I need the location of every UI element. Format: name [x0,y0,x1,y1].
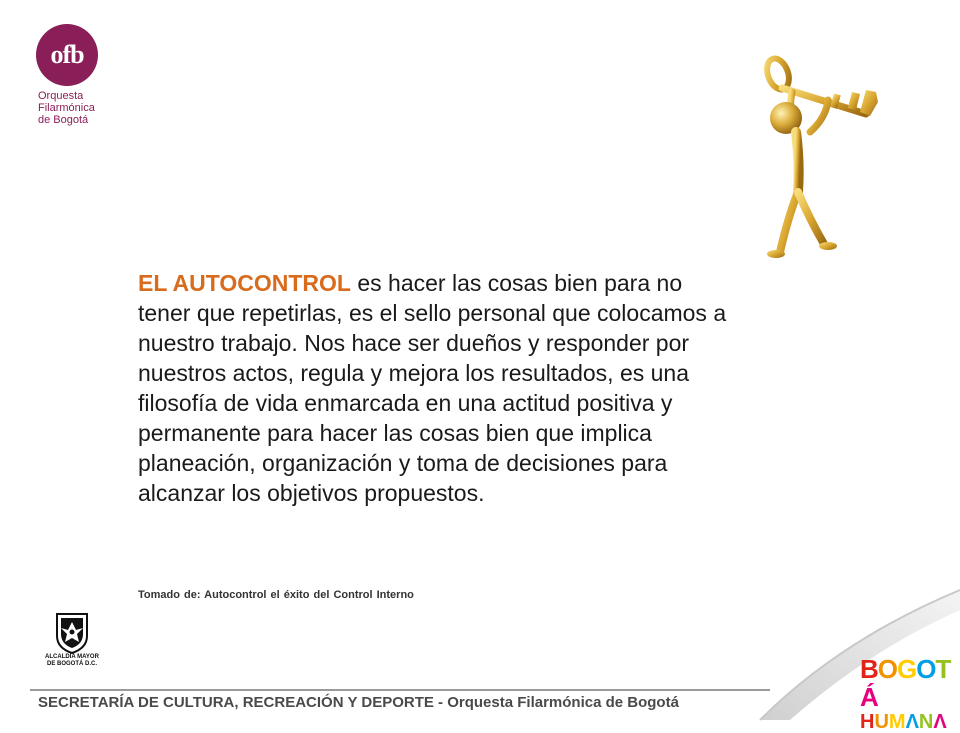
alcaldia-logo [34,612,110,674]
alcaldia-label [34,654,110,668]
alcaldia-label-line: DE BOGOTÁ D.C. [46,661,97,667]
ofb-name-line: Orquesta [38,90,84,102]
figure-holding-key-icon [748,52,898,262]
alcaldia-label-line: ALCALDÍA MAYOR [45,654,99,660]
bogota-letter: O [916,654,936,684]
footer-separator: - [433,694,448,711]
humana-letter: Λ [933,711,947,733]
ofb-name-line: Filarmónica [38,102,95,114]
bogota-letter: B [860,654,878,684]
source-citation: Tomado de: Autocontrol el éxito del Control Interno [138,589,414,601]
humana-letter: N [918,711,934,733]
humana-word [860,711,956,733]
bogota-letter: Á [860,682,878,712]
coat-of-arms-icon [55,612,89,654]
footer-organization: Orquesta Filarmónica de Bogotá [447,694,679,711]
autocontrol-heading: EL AUTOCONTROL [138,270,351,296]
humana-letter: H [860,711,875,733]
humana-letter: M [888,711,906,733]
bogota-letter: T [935,654,951,684]
ofb-name-line: de Bogotá [38,114,89,126]
humana-letter: Λ [905,711,919,733]
autocontrol-text: es hacer las cosas bien para no tener que repetirlas, es el sello personal que colocamos a nuestro trabajo. Nos hace ser dueños y responder por nuestros actos, regula y mejora los resultados, es una filosofía de vida enmarcada en una actitud positiva y permanente para hacer las cosas bien que implica planeación, organización y toma de decisiones para alcanzar los objetivos propuestos. [138,270,727,506]
bogota-letter: G [897,654,917,684]
bogota-humana-logo [860,654,956,733]
footer [38,694,758,711]
bogota-word [860,655,956,711]
ofb-logo [34,22,124,132]
ofb-monogram: ofb [36,24,98,86]
humana-letter: U [874,711,889,733]
footer-divider [30,689,770,691]
autocontrol-paragraph [138,268,738,508]
bogota-letter: O [877,654,898,684]
ofb-name [38,90,128,126]
footer-department: SECRETARÍA DE CULTURA, RECREACIÓN Y DEPORTE [38,694,434,711]
